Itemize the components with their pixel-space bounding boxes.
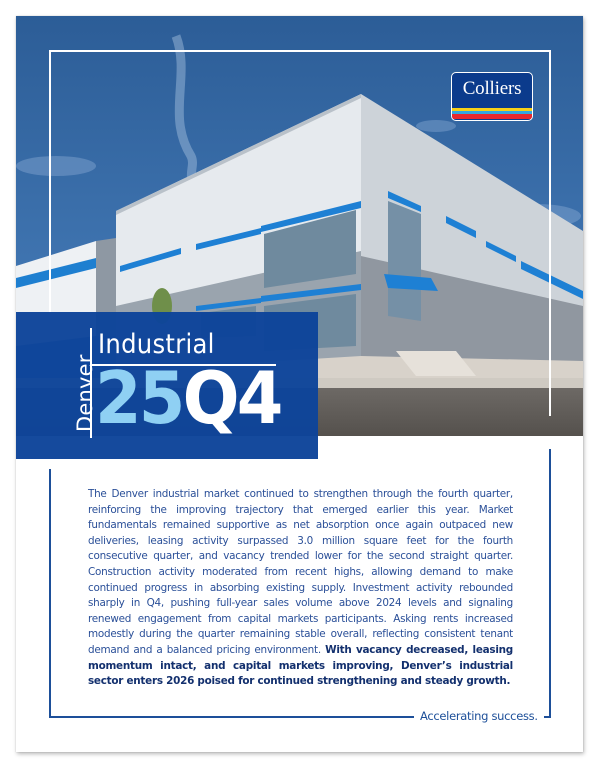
- logo-wordmark: Colliers: [462, 78, 522, 99]
- tagline: Accelerating success.: [414, 709, 544, 723]
- summary-regular-text: The Denver industrial market continued to strengthen through the fourth quarter, reinforcing the improving trajectory that emerged earlier this year. Market fundamentals remained supportive as net absorption once again outpaced new deliveries, leasing activity surpassed 3.0 million square feet for the fourth consecutive quarter, and vacancy trended lower for the second straight quarter. Construction activity moderated from recent highs, allowing demand to make continued progress in absorbing existing supply. Investment activity rebounded sharply in Q4, pushing full-year sales volume above 2024 levels and signaling renewed engagement from capital markets participants. Asking rents increased modestly during the quarter remaining stable overall, reflecting consistent tenant demand and a balanced pricing environment.: [88, 488, 513, 656]
- city-label: Denver: [73, 354, 97, 432]
- sector-label: Industrial: [98, 329, 215, 360]
- quarter-year: 25: [95, 356, 183, 440]
- photo-frame-left: [49, 50, 51, 312]
- photo-frame-top: [49, 50, 551, 52]
- quarter-code: Q4: [182, 356, 281, 440]
- colliers-logo: [451, 72, 533, 121]
- summary-box-left: [49, 469, 51, 718]
- logo-stripe-red: [452, 114, 532, 119]
- quarter-label: [95, 356, 281, 440]
- photo-frame-right: [549, 50, 551, 416]
- summary-box-right: [549, 449, 551, 718]
- title-block: [16, 312, 318, 459]
- market-summary: [88, 487, 513, 690]
- summary-bold-text: With vacancy decreased, leasing momentum intact, and capital markets improving, Denver’s industrial sector enters 2026 poised for continued strengthening and steady growth.: [88, 643, 513, 688]
